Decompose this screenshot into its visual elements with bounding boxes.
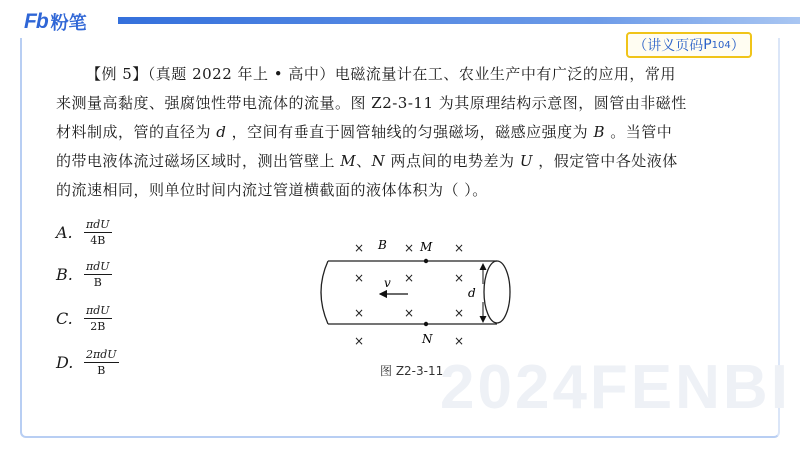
header-bar (118, 17, 800, 24)
label-v: v (384, 276, 391, 290)
var-d: d (216, 123, 227, 141)
fraction-denominator: 2B (90, 320, 106, 333)
fraction-denominator: 4B (90, 234, 106, 247)
fraction-denominator: B (93, 276, 102, 289)
option-fraction (84, 218, 112, 247)
question-line-1: 【例 5】（真题 2022 年上 • 高中）电磁流量计在工、农业生产中有广泛的应用，常用 (86, 65, 676, 83)
pipe-left-curve (321, 261, 328, 324)
option-fraction (84, 348, 119, 377)
page-ref-letter: P (703, 37, 712, 53)
field-cross: × (354, 271, 365, 285)
field-cross: × (404, 306, 415, 320)
logo-text: 粉笔 (50, 13, 87, 34)
label-N: N (422, 332, 433, 346)
field-cross: × (454, 271, 465, 285)
option-a[interactable] (56, 218, 112, 247)
option-fraction (84, 304, 112, 333)
question-line (56, 60, 762, 89)
question-line (56, 89, 762, 118)
page-ref-prefix: （讲义页码 (633, 38, 704, 54)
flowmeter-diagram (300, 230, 530, 360)
text-run: 两点间的电势差为 (385, 152, 520, 170)
fraction-numerator: πdU (86, 260, 110, 273)
option-letter: A. (56, 223, 73, 242)
magnetic-field-crosses (354, 241, 464, 348)
fraction-numerator: πdU (86, 218, 110, 231)
option-c[interactable] (56, 304, 112, 333)
page-reference-badge (626, 32, 752, 58)
option-letter: B. (56, 265, 73, 284)
question-line (56, 147, 762, 176)
field-cross: × (454, 306, 465, 320)
text-run: ，假定管中各处液体 (532, 152, 678, 170)
option-b[interactable] (56, 260, 112, 289)
question-line-2: 来测量高黏度、强腐蚀性带电流体的流量。图 Z2-3-11 为其原理结构示意图，圆管由非磁性 (56, 94, 687, 112)
figure-caption: 图 Z2-3-11 (380, 364, 444, 378)
text-run: ，空间有垂直于圆管轴线的匀强磁场，磁感应强度为 (226, 123, 594, 141)
pipe-right-ellipse (484, 261, 510, 323)
field-cross: × (454, 241, 465, 255)
var-N: N (371, 152, 386, 170)
page-ref-suffix: ） (730, 38, 745, 54)
var-U: U (519, 152, 533, 170)
field-cross: × (404, 241, 415, 255)
fraction-numerator: πdU (86, 304, 110, 317)
option-letter: C. (56, 309, 73, 328)
text-run: 材料制成，管的直径为 (56, 123, 217, 141)
watermark: 2024FENBI (440, 353, 791, 422)
point-M (424, 259, 428, 263)
fraction-denominator: B (97, 364, 106, 377)
text-run: 的带电液体流过磁场区域时，测出管壁上 (56, 152, 341, 170)
fenbi-logo (24, 10, 87, 34)
question-line-5: 的流速相同，则单位时间内流过管道横截面的液体体积为（ ）。 (56, 181, 488, 199)
option-fraction (84, 260, 112, 289)
label-B: B (378, 238, 387, 252)
var-B: B (593, 123, 605, 141)
field-cross: × (354, 334, 365, 348)
option-d[interactable] (56, 348, 119, 377)
point-N (424, 322, 428, 326)
text-run: 、 (356, 152, 372, 170)
label-d: d (468, 286, 476, 300)
page-ref-number: 104 (711, 39, 731, 51)
field-cross: × (354, 241, 365, 255)
option-letter: D. (56, 353, 74, 372)
field-cross: × (354, 306, 365, 320)
var-M: M (340, 152, 357, 170)
fraction-numerator: 2πdU (86, 348, 117, 361)
field-cross: × (404, 271, 415, 285)
logo-mark: Fb (24, 10, 48, 33)
question-line (56, 118, 762, 147)
question-line (56, 176, 762, 205)
label-M: M (420, 240, 433, 254)
text-run: 。当管中 (604, 123, 673, 141)
field-cross: × (454, 334, 465, 348)
question-text (56, 60, 762, 205)
